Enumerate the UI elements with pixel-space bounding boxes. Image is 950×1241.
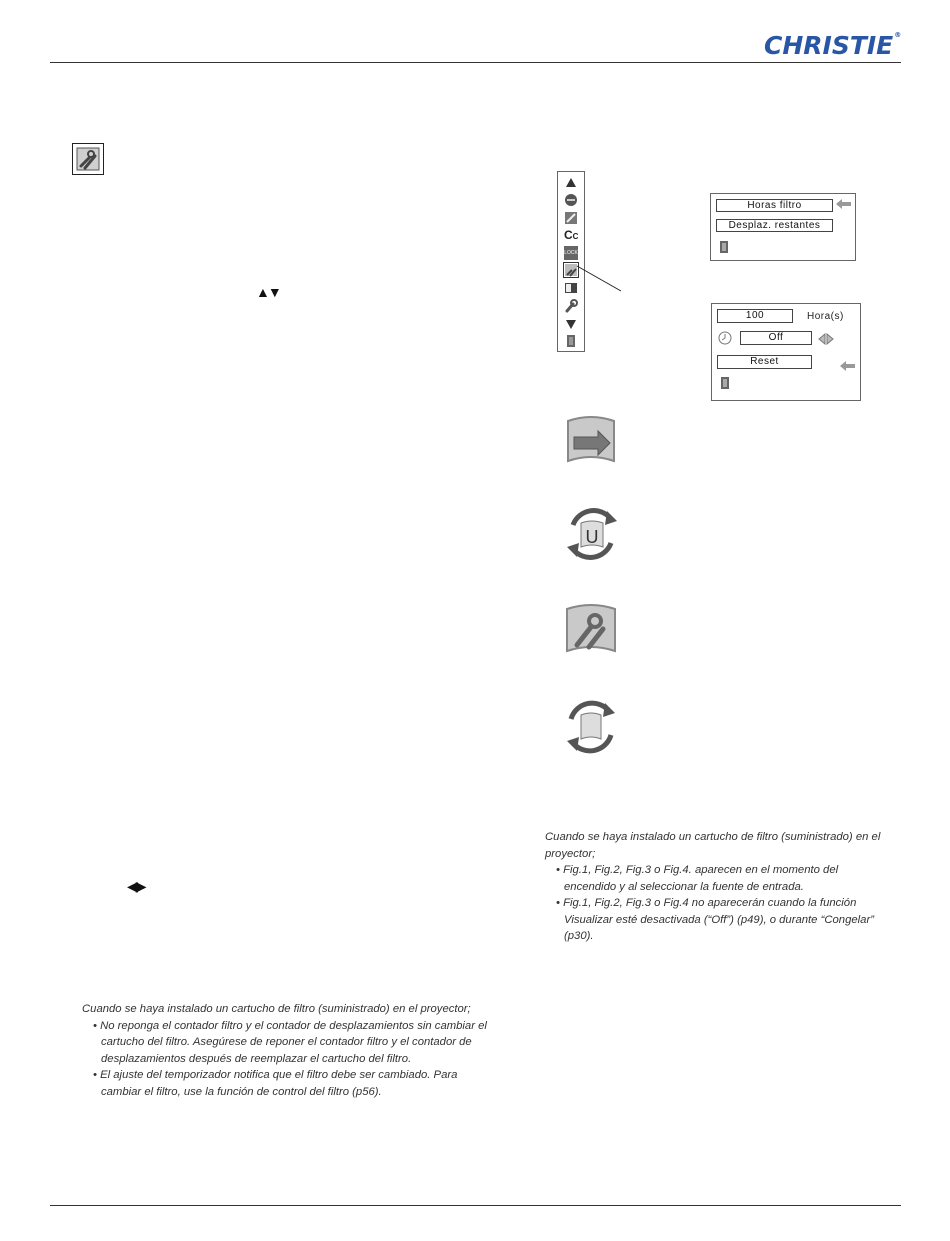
left-right-arrows: ◀▶	[127, 878, 145, 894]
screen-icon[interactable]	[564, 211, 578, 225]
menu-icon-strip	[557, 171, 585, 352]
image-adjust-icon[interactable]	[564, 193, 578, 207]
scroll-filter-icon	[562, 415, 620, 467]
lamp-label: LOCK	[564, 250, 578, 256]
registered-mark: ®	[894, 31, 902, 39]
header-rule	[50, 62, 901, 63]
pointer-arrow-icon	[840, 361, 856, 371]
brand-name: CHRISTIE	[764, 31, 894, 60]
lamp-icon[interactable]	[564, 246, 578, 260]
left-note-intro: Cuando se haya instalado un cartucho de filtro (suministrado) en el proyector;	[82, 1003, 471, 1015]
cc-sub-letter: C	[572, 232, 579, 241]
callout-line	[575, 264, 625, 294]
closed-caption-icon[interactable]	[564, 228, 578, 242]
filter-wrench-icon	[73, 144, 103, 174]
filter-hours-panel	[711, 303, 861, 401]
timer-setting[interactable]: Off	[740, 331, 812, 345]
christie-logo	[764, 31, 901, 60]
timer-icon	[718, 331, 732, 345]
exit-icon[interactable]	[564, 334, 578, 348]
setting-icon[interactable]	[564, 299, 578, 313]
up-triangle-icon[interactable]	[564, 176, 578, 190]
filter-menu-icon	[72, 143, 104, 175]
cc-letter: C	[564, 228, 573, 242]
right-note-bullet-2: • Fig.1, Fig.2, Fig.3 o Fig.4 no aparecerán cuando la función Visualizar esté desactivada (“Off”) (p49), o durante “Congelar” (p30).	[556, 897, 874, 942]
filter-maintenance-icon	[563, 603, 619, 657]
exit-icon[interactable]	[721, 377, 730, 390]
right-note-intro: Cuando se haya instalado un cartucho de filtro (suministrado) en el proyector;	[545, 831, 881, 860]
right-note	[545, 829, 890, 945]
scrolls-remaining-item[interactable]: Desplaz. restantes	[716, 219, 833, 232]
filter-update-icon	[563, 505, 621, 563]
filter-rewind-icon	[561, 697, 621, 755]
reset-button[interactable]: Reset	[717, 355, 812, 369]
left-note	[82, 1001, 487, 1100]
filter-update-letter: U	[585, 527, 599, 547]
left-right-adjust-icon[interactable]	[817, 333, 835, 345]
filter-menu-panel	[710, 193, 856, 261]
left-note-bullet-2: • El ajuste del temporizador notifica que el filtro debe ser cambiado. Para cambiar el filtro, use la función de control del filtro (p56).	[93, 1069, 458, 1098]
left-note-bullet-1: • No reponga el contador filtro y el contador de desplazamientos sin cambiar el cartucho del filtro. Asegúrese de reponer el contador filtro y el contador de desplazamientos después de reemplazar el cartucho del filtro.	[93, 1019, 487, 1065]
exit-icon[interactable]	[720, 241, 729, 254]
hours-value: 100	[717, 309, 793, 323]
hours-unit: Hora(s)	[807, 311, 844, 322]
right-note-bullet-1: • Fig.1, Fig.2, Fig.3 o Fig.4. aparecen en el momento del encendido y al seleccionar la fuente de entrada.	[556, 864, 839, 893]
down-triangle-icon[interactable]	[564, 317, 578, 331]
up-down-arrows: ▲▼	[256, 284, 280, 300]
filter-hours-item[interactable]: Horas filtro	[716, 199, 833, 212]
footer-rule	[50, 1205, 901, 1206]
pointer-arrow-icon	[836, 199, 852, 209]
